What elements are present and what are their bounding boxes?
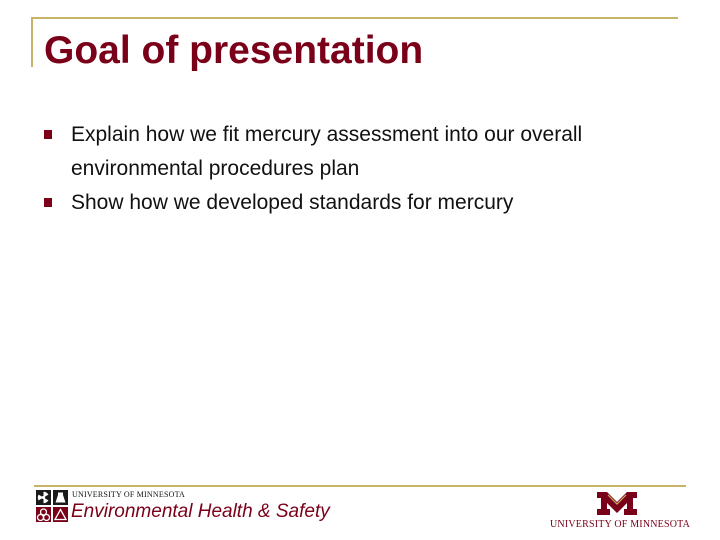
umn-wordmark: UNIVERSITY OF MINNESOTA <box>550 519 691 530</box>
slide-title: Goal of presentation <box>44 29 424 72</box>
radiation-icon <box>36 490 51 505</box>
hazard-icon <box>53 507 68 522</box>
ehs-university-label: UNIVERSITY OF MINNESOTA <box>72 490 185 499</box>
title-top-rule <box>31 17 678 19</box>
bullet-marker-icon <box>44 198 52 207</box>
bullet-item <box>44 118 694 186</box>
chemical-icon <box>53 490 68 505</box>
bullet-text: Explain how we fit mercury assessment into our overall environmental procedures plan <box>71 123 583 180</box>
biohazard-icon <box>36 507 51 522</box>
ehs-department-name: Environmental Health & Safety <box>71 501 330 522</box>
umn-m-logo-icon <box>596 491 638 516</box>
title-left-rule <box>31 17 33 67</box>
ehs-logo <box>36 490 336 528</box>
ehs-symbols-icon <box>36 490 68 524</box>
bullet-list <box>44 118 694 220</box>
umn-logo <box>548 491 691 533</box>
bullet-item <box>44 186 694 220</box>
footer-rule <box>34 485 686 487</box>
bullet-text: Show how we developed standards for mercury <box>71 191 514 214</box>
bullet-marker-icon <box>44 130 52 139</box>
